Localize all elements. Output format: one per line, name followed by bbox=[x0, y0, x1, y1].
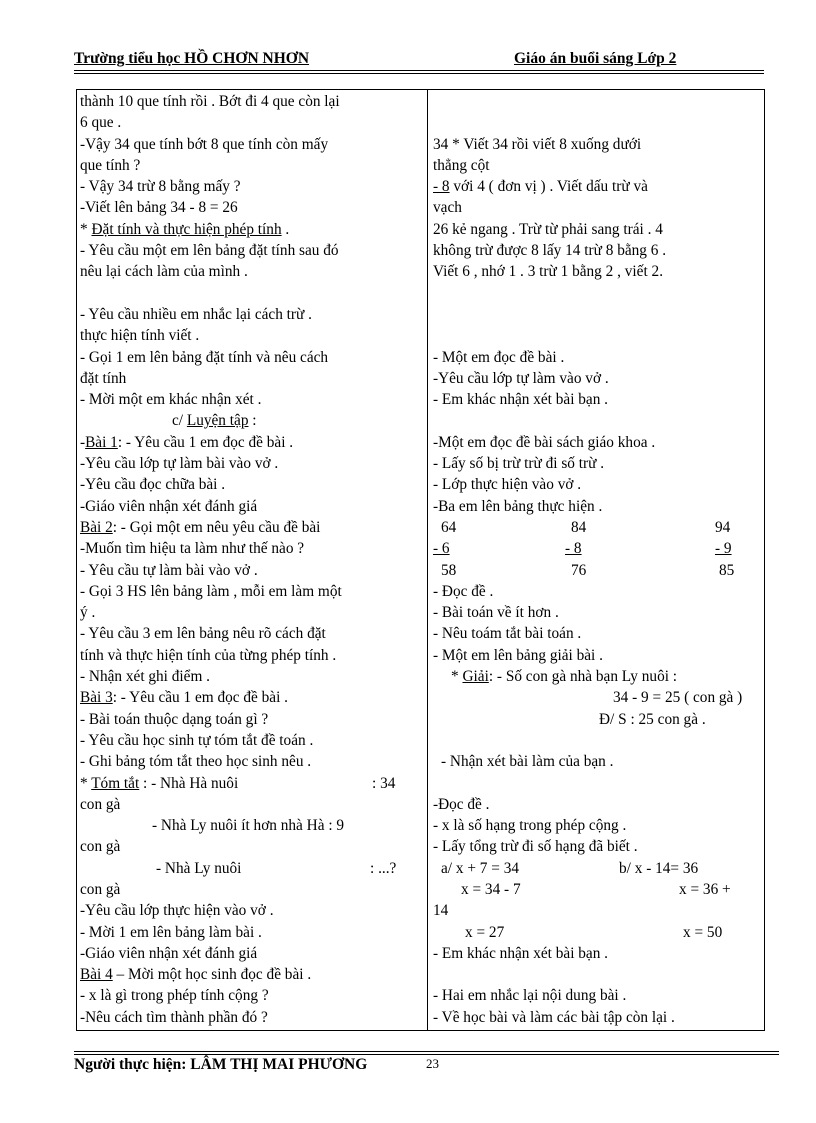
blank-line bbox=[433, 283, 761, 304]
text-line: Viết 6 , nhớ 1 . 3 trừ 1 bằng 2 , viết 2. bbox=[433, 263, 664, 281]
text-line: - Yêu cầu 3 em lên bảng nêu rõ cách đặt bbox=[80, 625, 326, 643]
blank-line bbox=[433, 91, 761, 112]
exercise-3-line: Bài 3: - Yêu cầu 1 em đọc đề bài . bbox=[80, 689, 288, 707]
text-line: - Nhà Ly nuôi ít hơn nhà Hà : 9 bbox=[152, 817, 345, 835]
exercise-3-label: Bài 3 bbox=[80, 689, 113, 707]
subtrahend: - 8 bbox=[433, 178, 450, 196]
school-name: Trường tiểu học HỒ CHƠN NHƠN bbox=[74, 50, 310, 67]
text-line: -Ba em lên bảng thực hiện . bbox=[433, 497, 603, 515]
solution-star: * bbox=[451, 668, 463, 686]
findx-a-1: a/ x + 7 = 34 bbox=[441, 859, 520, 877]
text-line: - Ghi bảng tóm tắt theo học sinh nêu . bbox=[80, 753, 312, 771]
text-line: - Về học bài và làm các bài tập còn lại . bbox=[433, 1008, 675, 1026]
findx-a-2: x = 34 - 7 bbox=[461, 880, 521, 898]
text-line: -Giáo viên nhận xét đánh giá bbox=[80, 944, 258, 962]
subtract-line: - 8 với 4 ( đơn vị ) . Viết dấu trừ và bbox=[433, 178, 648, 196]
exercise-2-line: Bài 2: - Gọi một em nêu yêu cầu đề bài bbox=[80, 518, 321, 536]
text-line: ý . bbox=[80, 604, 96, 622]
calc-c-sub: - 9 bbox=[715, 540, 732, 558]
text-line: -Giáo viên nhận xét đánh giá bbox=[80, 497, 258, 515]
findx-b-2: x = 36 + bbox=[679, 880, 731, 898]
text-line: -Nêu cách tìm thành phần đó ? bbox=[80, 1008, 268, 1026]
text-line: - Đọc đề . bbox=[433, 582, 494, 600]
text-line: - Bài toán về ít hơn . bbox=[433, 604, 559, 622]
calc-row-result bbox=[433, 560, 761, 581]
text-line: - Yêu cầu một em lên bảng đặt tính sau đó bbox=[80, 242, 339, 260]
blank-line bbox=[433, 112, 761, 133]
lesson-plan-title: Giáo án buổi sáng Lớp 2 bbox=[514, 50, 677, 67]
blank-line bbox=[433, 304, 761, 325]
text-line: - Lấy tổng trừ đi số hạng đã biết . bbox=[433, 838, 638, 856]
blank-line bbox=[433, 325, 761, 346]
blank-line bbox=[433, 410, 761, 431]
calc-row-mid bbox=[433, 538, 761, 559]
header-rule-2 bbox=[74, 73, 764, 74]
calc-c-result: 85 bbox=[719, 561, 735, 579]
solution-line-3 bbox=[433, 709, 761, 730]
text-line: - Mời 1 em lên bảng làm bài . bbox=[80, 923, 262, 941]
text-line: - Nhận xét ghi điểm . bbox=[80, 668, 210, 686]
column-divider bbox=[427, 89, 428, 1031]
blank-line bbox=[433, 730, 761, 751]
findx-b-1: b/ x - 14= 36 bbox=[619, 859, 699, 877]
text-line: -Đọc đề . bbox=[433, 795, 490, 813]
exercise-4-label: Bài 4 bbox=[80, 966, 113, 984]
findx-row-3 bbox=[433, 922, 761, 943]
solution-line-2 bbox=[433, 687, 761, 708]
blank-line bbox=[433, 964, 761, 985]
text-line: - Một em đọc đề bài . bbox=[433, 348, 565, 366]
text-line: nêu lại cách làm của mình . bbox=[80, 263, 248, 281]
text-line: -Viết lên bảng 34 - 8 = 26 bbox=[80, 199, 238, 217]
text-line: -Muốn tìm hiệu ta làm như thế nào ? bbox=[80, 540, 305, 558]
footer-rule bbox=[74, 1051, 779, 1052]
practice-heading: c/ Luyện tập : bbox=[172, 412, 257, 430]
text-line: - Bài toán thuộc dạng toán gì ? bbox=[80, 710, 269, 728]
text-line: thực hiện tính viết . bbox=[80, 327, 200, 345]
calc-b-top: 84 bbox=[571, 518, 587, 536]
text-line: -Yêu cầu đọc chữa bài . bbox=[80, 476, 226, 494]
text-line: tính và thực hiện tính của từng phép tính . bbox=[80, 646, 337, 664]
findx-row-1 bbox=[433, 858, 761, 879]
text-line: - Lớp thực hiện vào vở . bbox=[433, 476, 582, 494]
solution-line-1 bbox=[433, 666, 761, 687]
findx-b-3: x = 50 bbox=[683, 923, 723, 941]
footer-rule-2 bbox=[74, 1054, 779, 1055]
practice-heading-text: Luyện tập bbox=[186, 412, 249, 430]
ha-value: : 34 bbox=[372, 774, 396, 792]
text-line: - Yêu cầu nhiều em nhắc lại cách trừ . bbox=[80, 305, 312, 323]
text-line: - x là số hạng trong phép cộng . bbox=[433, 817, 627, 835]
solution-text-1: : - Số con gà nhà bạn Ly nuôi : bbox=[488, 668, 678, 686]
text-line: -Yêu cầu lớp tự làm bài vào vở . bbox=[80, 455, 279, 473]
text-line: 14 bbox=[433, 902, 449, 920]
calc-a-sub: - 6 bbox=[433, 540, 450, 558]
text-line: - Vậy 34 trừ 8 bằng mấy ? bbox=[80, 178, 241, 196]
text-line: - Gọi 3 HS lên bảng làm , mỗi em làm một bbox=[80, 582, 342, 600]
text-line: - Yêu cầu học sinh tự tóm tắt đề toán . bbox=[80, 731, 314, 749]
text-line: - Hai em nhắc lại nội dung bài . bbox=[433, 987, 627, 1005]
exercise-1-label: Bài 1 bbox=[85, 433, 118, 451]
text-line: con gà bbox=[80, 880, 121, 898]
header-rule bbox=[74, 70, 764, 71]
text-line: 26 kẻ ngang . Trừ từ phải sang trái . 4 bbox=[433, 220, 663, 238]
ly-value: : ...? bbox=[370, 859, 397, 877]
text-line: vạch bbox=[433, 199, 462, 217]
findx-row-2 bbox=[433, 879, 761, 900]
text-line: -Một em đọc đề bài sách giáo khoa . bbox=[433, 433, 656, 451]
text-line: - Lấy số bị trừ trừ đi số trừ . bbox=[433, 455, 605, 473]
text-line: -Yêu cầu lớp thực hiện vào vở . bbox=[80, 902, 274, 920]
calc-row-top bbox=[433, 517, 761, 538]
calc-b-sub: - 8 bbox=[565, 540, 582, 558]
text-line: con gà bbox=[80, 838, 121, 856]
section-heading: * Đặt tính và thực hiện phép tính . bbox=[80, 220, 290, 238]
text-line: đặt tính bbox=[80, 369, 127, 387]
text-line: - Yêu cầu tự làm bài vào vở . bbox=[80, 561, 258, 579]
text-line: -Vậy 34 que tính bớt 8 que tính còn mấy bbox=[80, 135, 329, 153]
calc-a-result: 58 bbox=[441, 561, 457, 579]
text-line: - Nhận xét bài làm của bạn . bbox=[441, 753, 614, 771]
exercise-4-line: Bài 4 – Mời một học sinh đọc đề bài . bbox=[80, 966, 312, 984]
footer-author: Người thực hiện: LÂM THỊ MAI PHƯƠNG bbox=[74, 1056, 368, 1073]
heading-text: Đặt tính và thực hiện phép tính bbox=[91, 220, 282, 238]
text-line: - Nêu toám tắt bài toán . bbox=[433, 625, 582, 643]
calc-a-top: 64 bbox=[441, 518, 457, 536]
blank-line bbox=[433, 773, 761, 794]
summary-label: Tóm tắt bbox=[91, 774, 140, 792]
text-line: - Em khác nhận xét bài bạn . bbox=[433, 391, 609, 409]
exercise-1-line: -Bài 1: - Yêu cầu 1 em đọc đề bài . bbox=[80, 433, 294, 451]
ly-line bbox=[80, 858, 420, 879]
calc-b-result: 76 bbox=[571, 561, 587, 579]
page-number: 23 bbox=[426, 1056, 439, 1071]
text-line: 34 * Viết 34 rồi viết 8 xuống dưới bbox=[433, 135, 642, 153]
solution-label: Giải bbox=[462, 668, 489, 686]
text-line: - Một em lên bảng giải bài . bbox=[433, 646, 603, 664]
text-line: 6 que . bbox=[80, 114, 122, 132]
ly-label: - Nhà Ly nuôi bbox=[156, 859, 242, 877]
text-line: que tính ? bbox=[80, 156, 141, 174]
solution-text-3: Đ/ S : 25 con gà . bbox=[599, 710, 706, 728]
text-line: - Em khác nhận xét bài bạn . bbox=[433, 944, 609, 962]
text-line: - x là gì trong phép tính cộng ? bbox=[80, 987, 269, 1005]
text-line: thành 10 que tính rồi . Bớt đi 4 que còn lại bbox=[80, 93, 340, 110]
teacher-column bbox=[80, 91, 420, 1028]
exercise-2-label: Bài 2 bbox=[80, 518, 113, 536]
text-line: - Mời một em khác nhận xét . bbox=[80, 391, 262, 409]
summary-heading-line: * Tóm tắt : - Nhà Hà nuôi : 34 bbox=[80, 773, 420, 794]
student-column bbox=[433, 91, 761, 1028]
blank-line bbox=[80, 283, 420, 304]
text-line: - Gọi 1 em lên bảng đặt tính và nêu cách bbox=[80, 348, 329, 366]
text-line: -Yêu cầu lớp tự làm vào vở . bbox=[433, 369, 609, 387]
page-header bbox=[74, 48, 764, 70]
text-line: thẳng cột bbox=[433, 156, 490, 174]
findx-a-3: x = 27 bbox=[465, 923, 505, 941]
text-line: con gà bbox=[80, 795, 121, 813]
solution-text-2: 34 - 9 = 25 ( con gà ) bbox=[613, 689, 743, 707]
calc-c-top: 94 bbox=[715, 518, 731, 536]
text-line: không trừ được 8 lấy 14 trừ 8 bằng 6 . bbox=[433, 242, 667, 260]
